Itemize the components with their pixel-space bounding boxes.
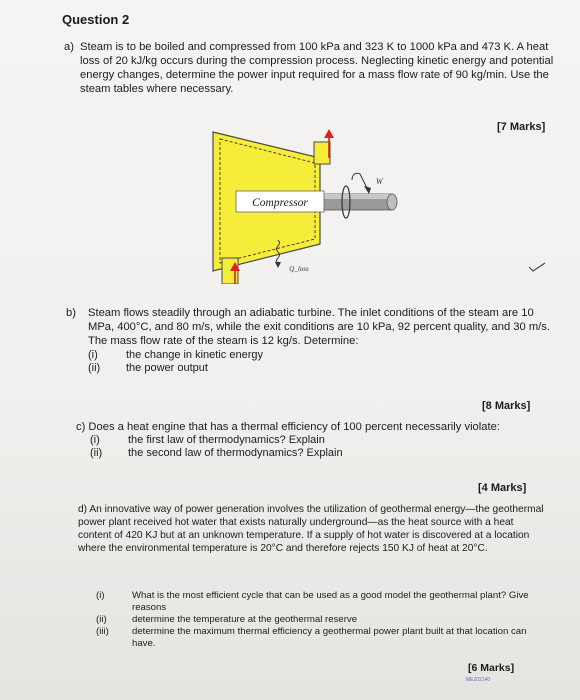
part-d-marks: [6 Marks] <box>468 662 515 674</box>
part-d-text: d) An innovative way of power generation involves the utilization of geothermal energy—the geothermal power plant received hot water that exists naturally underground—as the heat source with a heat content of 420 KJ but at an unknown temperature. If a supply of hot water is discovered at a location where the environmental temperature is 20°C and therefore rejects 150 KJ of heat at 20°C. <box>78 504 544 554</box>
part-d-subitem: (ii) determine the temperature at the geothermal reserve <box>96 614 358 625</box>
part-d-subitem: (i) What is the most efficient cycle that can be used as a good model the geothermal plant? Give reasons <box>96 590 529 613</box>
part-a-text: Steam is to be boiled and compressed from 100 kPa and 323 K to 1000 kPa and 473 K. A heat loss of 20 kJ/kg occurs during the compression process. Neglecting kinetic energy and potential energy changes, determine the power input required for a mass flow rate of 90 kg/min. Use the steam tables where necessary. <box>80 41 554 95</box>
compressor-label: Compressor <box>252 197 308 209</box>
part-a <box>64 40 564 96</box>
part-d-subitem: (iii) determine the maximum thermal efficiency a geothermal power plant built at that location can have. <box>96 626 527 649</box>
document-code: ME202140 <box>466 677 491 683</box>
part-c-subitem: (i) the first law of thermodynamics? Explain <box>90 434 325 446</box>
part-c <box>76 420 546 460</box>
heat-loss-label: Q_loss <box>289 265 309 273</box>
part-b-subitem: (ii) the power output <box>88 362 208 374</box>
part-c-subitem: (ii) the second law of thermodynamics? Explain <box>90 447 343 459</box>
part-c-text: c) Does a heat engine that has a thermal efficiency of 100 percent necessarily violate: <box>76 421 500 433</box>
work-label: W <box>376 177 383 186</box>
part-b-subitem: (i) the change in kinetic energy <box>88 349 263 361</box>
part-d <box>78 503 544 555</box>
part-c-marks: [4 Marks] <box>478 482 527 494</box>
outlet-pipe <box>314 142 330 164</box>
part-a-marks: [7 Marks] <box>497 121 546 133</box>
part-b-subitems <box>88 349 556 375</box>
check-mark-icon <box>528 262 546 272</box>
outlet-arrow-head <box>324 129 334 138</box>
part-b-label: b) <box>66 307 76 319</box>
compressor-diagram <box>206 128 400 284</box>
part-b-text: Steam flows steadily through an adiabatic turbine. The inlet conditions of the steam are 10 MPa, 400°C, and 80 m/s, while the exit conditions are 10 kPa, 92 percent quality, and 30 m/s. The mass flow rate of the steam is 12 kg/s. Determine: <box>88 307 550 347</box>
part-d-subitems <box>96 590 536 650</box>
part-b <box>66 306 556 375</box>
part-c-subitems <box>90 434 546 460</box>
part-a-label: a) <box>64 41 74 53</box>
question-title: Question 2 <box>62 12 130 27</box>
part-b-marks: [8 Marks] <box>482 400 531 412</box>
